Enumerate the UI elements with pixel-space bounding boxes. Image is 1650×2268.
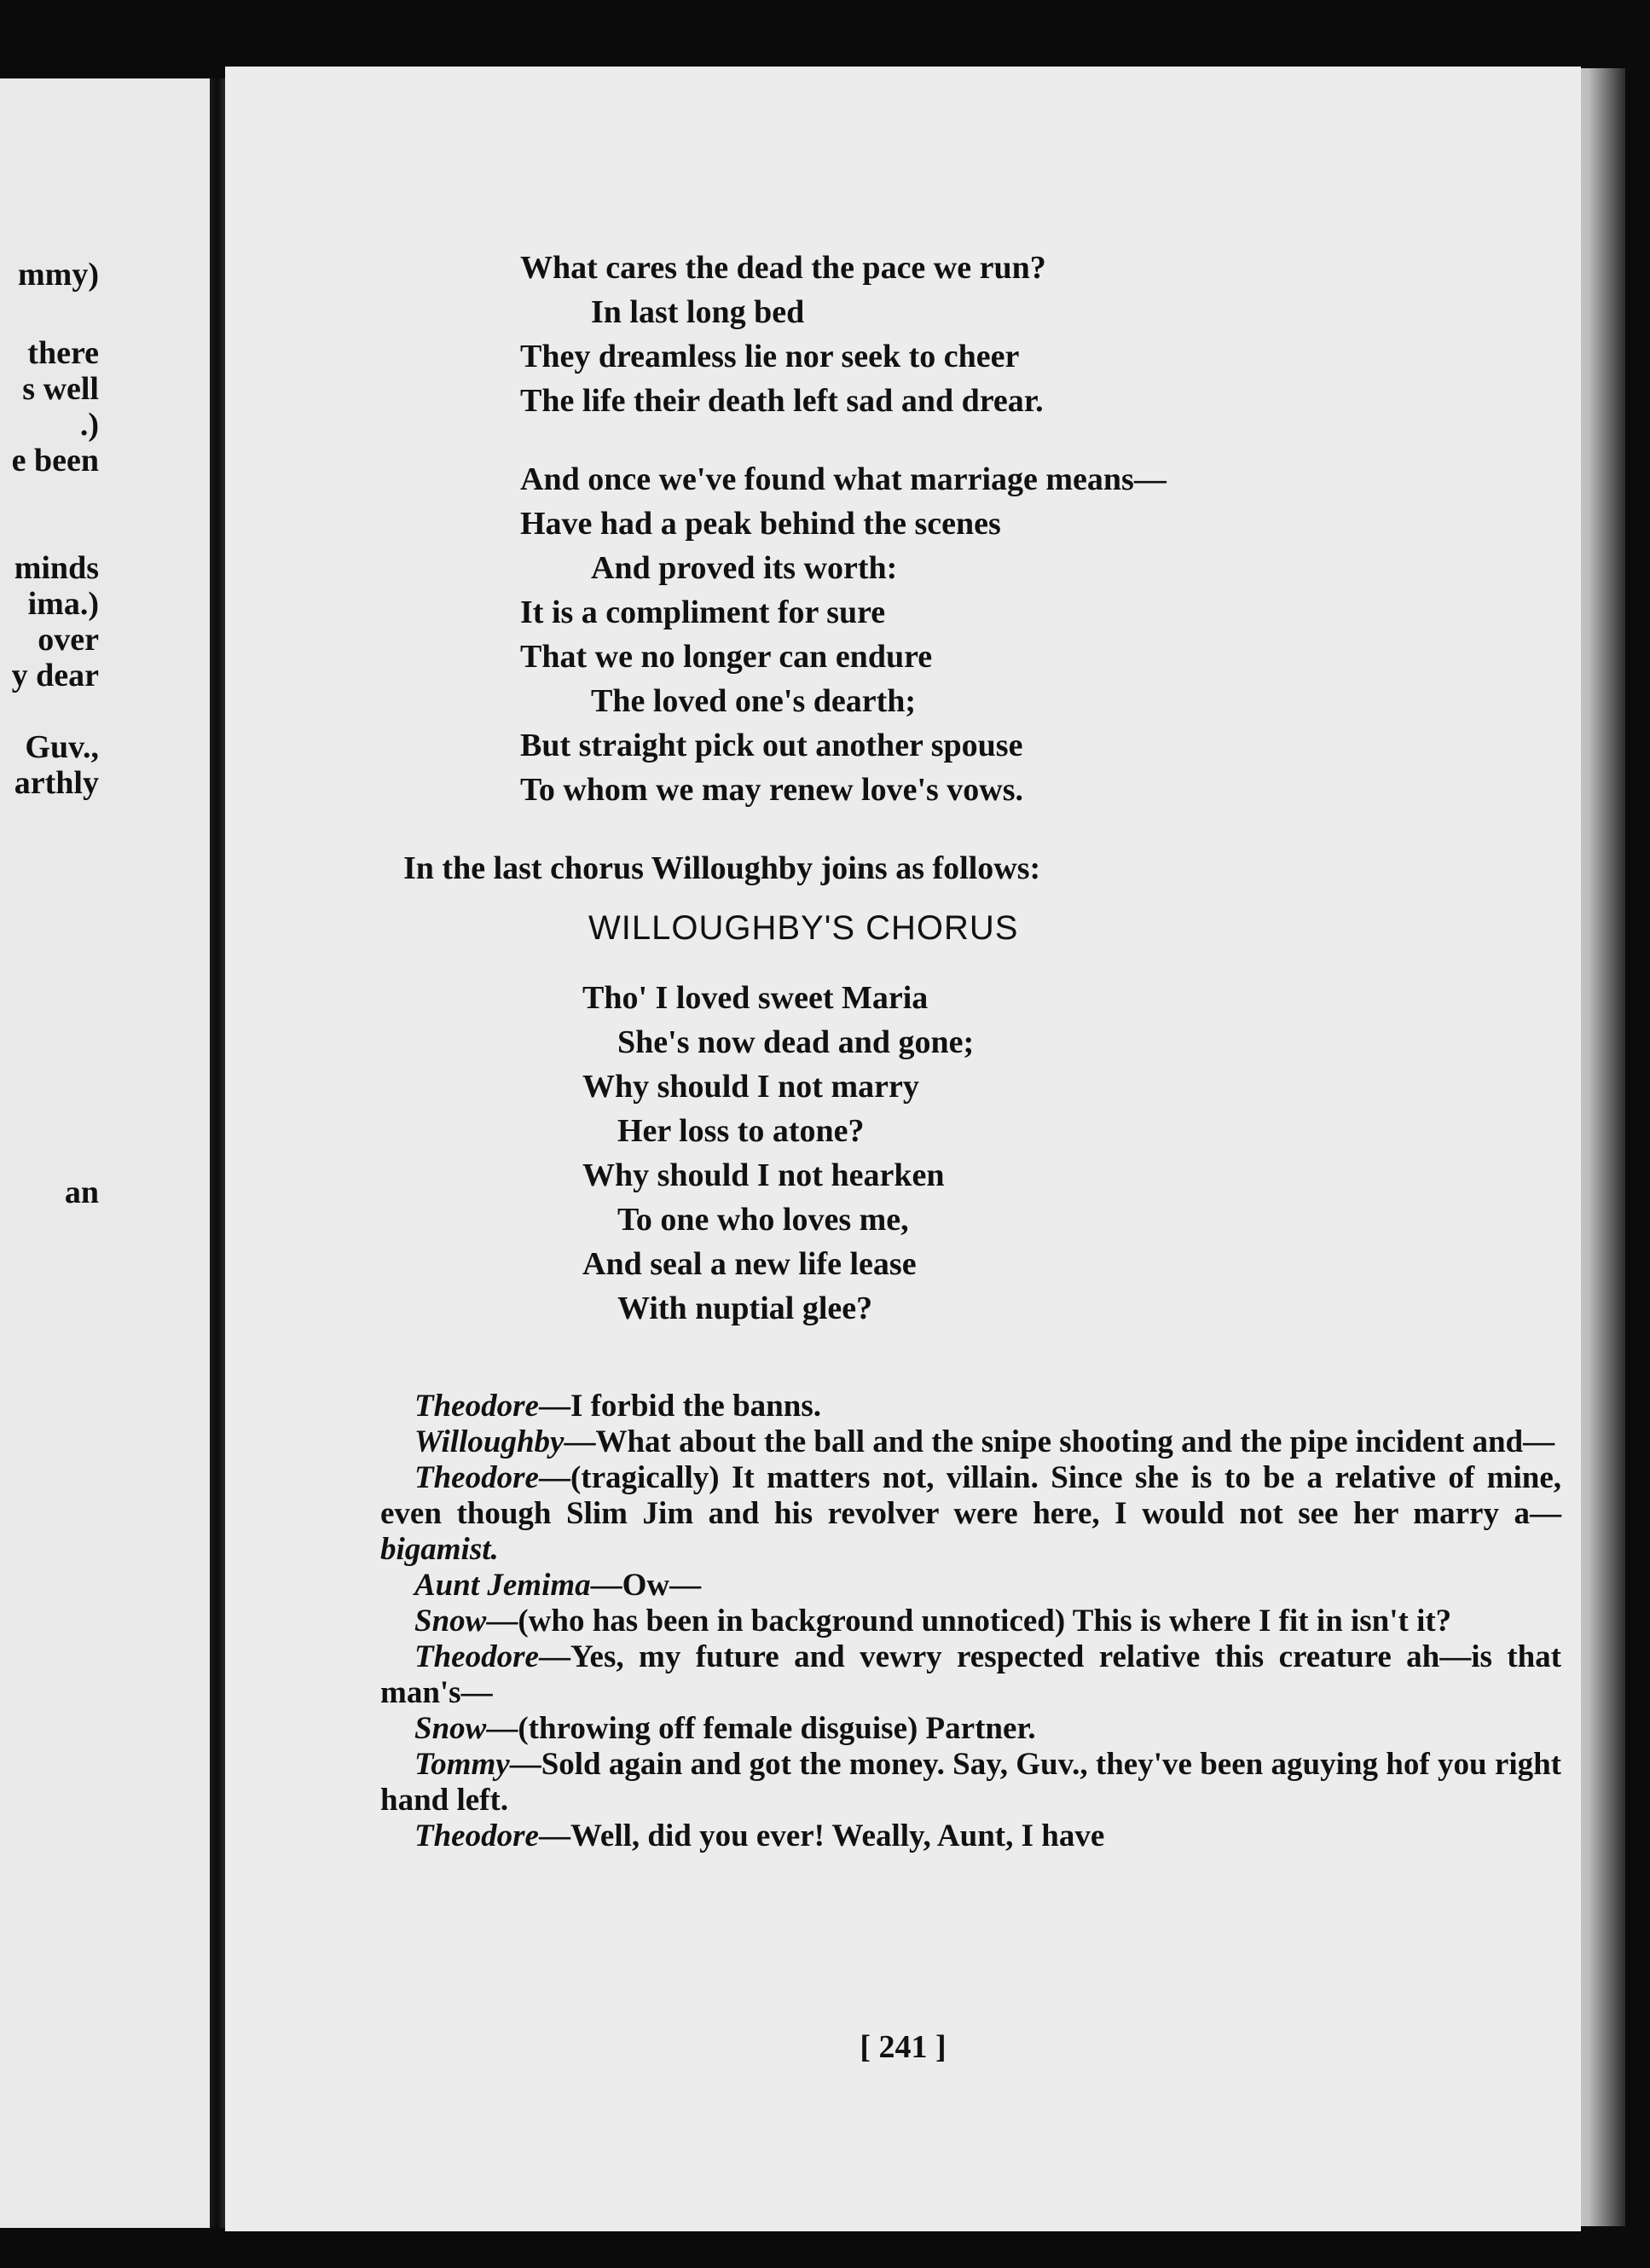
dialogue-paragraph <box>380 1747 1561 1818</box>
chorus-line: With nuptial glee? <box>617 1291 873 1326</box>
chorus-line: Her loss to atone? <box>617 1113 865 1149</box>
verse-line: That we no longer can endure <box>520 639 933 675</box>
verse-line: They dreamless lie nor seek to cheer <box>520 339 1020 374</box>
chorus-line: She's now dead and gone; <box>617 1024 975 1060</box>
speaker-name: Tommy <box>414 1747 510 1782</box>
left-fragment: s well <box>22 371 99 407</box>
left-fragment: ima.) <box>27 586 99 622</box>
speech-text: —I forbid the banns. <box>538 1389 821 1424</box>
speech-text: —(throwing off female disguise) Partner. <box>486 1711 1036 1746</box>
speaker-name: Snow <box>414 1604 487 1639</box>
left-fragment: there <box>27 335 99 371</box>
verse-line: It is a compliment for sure <box>520 595 886 630</box>
speaker-name: Aunt Jemima <box>414 1568 591 1603</box>
speech-text: —Sold again and got the money. Say, Guv., they've been aguying hof you right hand left. <box>380 1747 1561 1818</box>
chorus-line: And seal a new life lease <box>582 1246 917 1282</box>
verse-line: To whom we may renew love's vows. <box>520 772 1024 808</box>
speaker-name: Theodore <box>414 1639 539 1674</box>
left-fragment: an <box>64 1175 99 1210</box>
verse-line: Have had a peak behind the scenes <box>520 506 1001 542</box>
dialogue-paragraph <box>380 1639 1561 1711</box>
dialogue-paragraph <box>380 1568 1561 1604</box>
chorus-line: Tho' I loved sweet Maria <box>582 980 929 1016</box>
dialogue-paragraph <box>380 1424 1561 1460</box>
left-fragment: Guv., <box>25 729 99 765</box>
speech-text: —(tragically) It matters not, villain. Since she is to be a relative of mine, even though Slim Jim and his revolver were here, I would not see her marry a— <box>380 1460 1561 1531</box>
speaker-name: Snow <box>414 1711 487 1746</box>
dialogue-paragraph <box>380 1711 1561 1747</box>
dialogue-paragraph <box>380 1389 1561 1424</box>
speaker-name: Theodore <box>414 1389 539 1424</box>
left-fragment: y dear <box>11 658 99 693</box>
verse-line: And proved its worth: <box>591 550 898 586</box>
verse-line: The loved one's dearth; <box>591 683 917 719</box>
dialogue-block <box>380 1389 1561 1854</box>
chorus-line: Why should I not hearken <box>582 1157 945 1193</box>
verse-line: But straight pick out another spouse <box>520 728 1023 763</box>
stage-direction: In the last chorus Willoughby joins as follows: <box>403 850 1041 886</box>
verse-line: In last long bed <box>591 294 805 330</box>
speech-text: —(who has been in background unnoticed) This is where I fit in isn't it? <box>486 1604 1452 1639</box>
verse-line: The life their death left sad and drear. <box>520 383 1044 419</box>
left-fragment: e been <box>11 443 99 479</box>
speech-text: —Ow— <box>590 1568 702 1603</box>
dialogue-paragraph <box>380 1460 1561 1568</box>
speech-text: —Yes, my future and vewry respected relative this creature ah—is that man's— <box>380 1639 1561 1710</box>
chorus-title: WILLOUGHBY'S CHORUS <box>588 909 1019 947</box>
dialogue-paragraph <box>380 1818 1561 1854</box>
left-fragment: arthly <box>14 765 99 801</box>
verse-line: What cares the dead the pace we run? <box>520 250 1046 286</box>
book-binding <box>210 78 225 2228</box>
left-page <box>0 78 220 2228</box>
speaker-name: Theodore <box>414 1460 539 1495</box>
emphasis-text: bigamist. <box>380 1532 499 1567</box>
left-fragment: .) <box>79 407 99 443</box>
left-fragment: over <box>38 622 99 658</box>
left-fragment: minds <box>14 550 99 586</box>
verse-line: And once we've found what marriage means— <box>520 461 1167 497</box>
speaker-name: Willoughby <box>414 1424 564 1459</box>
chorus-line: To one who loves me, <box>617 1202 909 1238</box>
page-number: [ 241 ] <box>860 2029 947 2065</box>
left-fragment: mmy) <box>18 257 99 293</box>
speech-text: —What about the ball and the snipe shooting and the pipe incident and— <box>564 1424 1555 1459</box>
speech-text: —Well, did you ever! Weally, Aunt, I have <box>538 1818 1105 1853</box>
right-page <box>225 67 1581 2231</box>
speaker-name: Theodore <box>414 1818 539 1853</box>
chorus-line: Why should I not marry <box>582 1069 919 1105</box>
dialogue-paragraph <box>380 1604 1561 1639</box>
